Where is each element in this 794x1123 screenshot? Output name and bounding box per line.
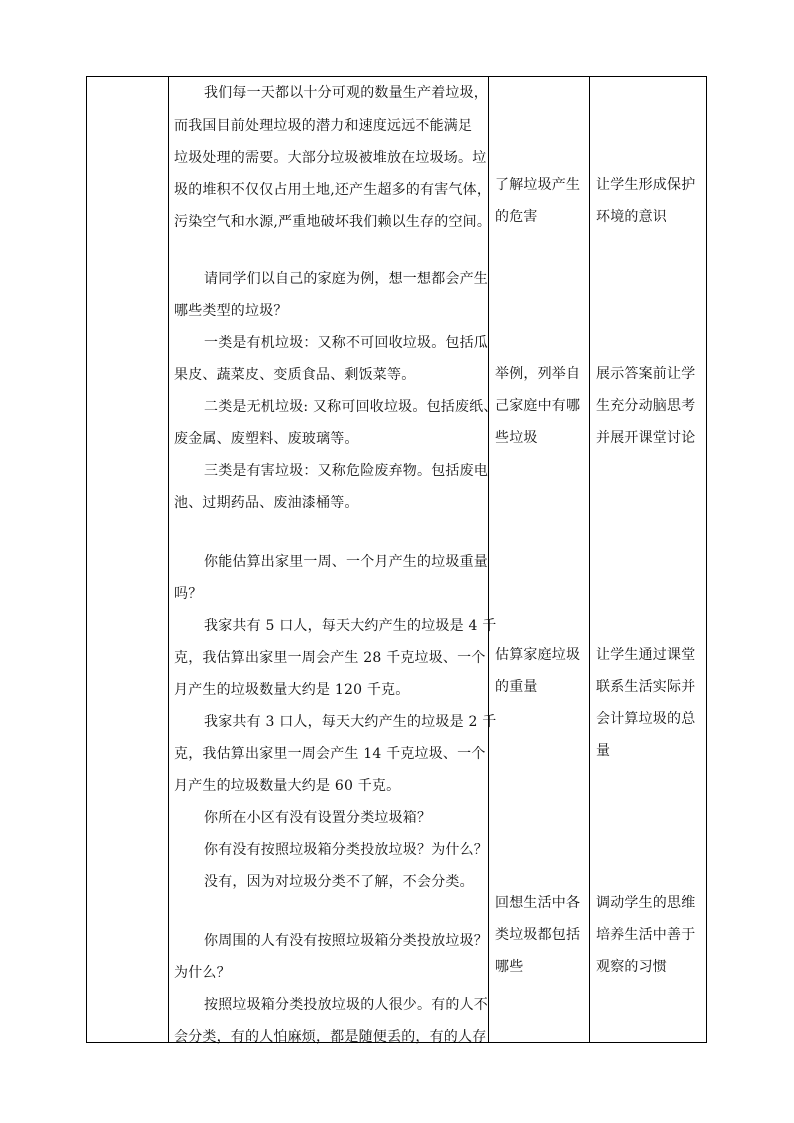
content-line: 你能估算出家里一周、一个月产生的垃圾重量 — [204, 554, 488, 570]
activity-line: 举例，列举自 — [495, 366, 581, 382]
content-line: 请同学们以自己的家庭为例，想一想都会产生 — [204, 271, 488, 287]
content-line: 你有没有按照垃圾箱分类投放垃圾？为什么？ — [204, 842, 488, 858]
activity-line: 己家庭中有哪 — [495, 398, 581, 414]
content-line: 你周围的人有没有按照垃圾箱分类投放垃圾？ — [204, 933, 488, 949]
content-line: 圾的堆积不仅仅占用土地,还产生超多的有害气体， — [174, 182, 492, 198]
content-line: 我们每一天都以十分可观的数量生产着垃圾， — [204, 85, 488, 101]
content-line: 克，我估算出家里一周会产生 14 千克垃圾、一个 — [174, 746, 486, 762]
activity-line: 回想生活中各 — [495, 895, 581, 911]
content-line: 池、过期药品、废油漆桶等。 — [174, 495, 359, 511]
content-line: 污染空气和水源,严重地破坏我们赖以生存的空间。 — [174, 214, 492, 230]
student-activity-column — [495, 76, 585, 1043]
content-line: 月产生的垃圾数量大约是 120 千克。 — [174, 682, 410, 698]
content-line: 我家共有 5 口人，每天大约产生的垃圾是 4 千 — [204, 618, 497, 634]
content-line: 为什么？ — [174, 965, 231, 981]
content-line: 没有，因为对垃圾分类不了解，不会分类。 — [204, 874, 474, 890]
table-column-divider — [168, 76, 169, 1043]
activity-line: 的危害 — [495, 209, 538, 225]
content-line: 吗？ — [174, 586, 203, 602]
content-line: 废金属、废塑料、废玻璃等。 — [174, 431, 359, 447]
content-line: 果皮、蔬菜皮、变质食品、剩饭菜等。 — [174, 367, 416, 383]
teaching-content-column — [174, 76, 498, 1045]
content-line: 会分类，有的人怕麻烦，都是随便丢的，有的人存 — [174, 1029, 487, 1045]
content-line: 三类是有害垃圾：又称危险废弃物。包括废电 — [204, 463, 488, 479]
content-line: 而我国目前处理垃圾的潜力和速度远远不能满足 — [174, 118, 473, 134]
activity-line: 类垃圾都包括 — [495, 927, 581, 943]
content-line: 月产生的垃圾数量大约是 60 千克。 — [174, 778, 401, 794]
intent-line: 调动学生的思维 — [596, 895, 696, 911]
intent-line: 量 — [596, 743, 611, 759]
design-intent-column — [596, 76, 704, 1043]
intent-line: 观察的习惯 — [596, 959, 667, 975]
intent-line: 环境的意识 — [596, 209, 667, 225]
content-line: 我家共有 3 口人，每天大约产生的垃圾是 2 千 — [204, 714, 497, 730]
activity-line: 些垃圾 — [495, 430, 538, 446]
intent-line: 生充分动脑思考 — [596, 398, 696, 414]
activity-line: 的重量 — [495, 679, 538, 695]
intent-line: 让学生通过课堂 — [596, 647, 696, 663]
content-line: 垃圾处理的需要。大部分垃圾被堆放在垃圾场。垃 — [174, 150, 487, 166]
content-line: 二类是无机垃圾: 又称可回收垃圾。包括废纸、 — [204, 399, 498, 415]
activity-line: 哪些 — [495, 959, 524, 975]
table-column-divider — [589, 76, 590, 1043]
content-line: 一类是有机垃圾：又称不可回收垃圾。包括瓜 — [204, 335, 488, 351]
content-line: 按照垃圾箱分类投放垃圾的人很少。有的人不 — [204, 997, 488, 1013]
content-line: 哪些类型的垃圾？ — [174, 303, 288, 319]
intent-line: 培养生活中善于 — [596, 927, 696, 943]
content-line: 你所在小区有没有设置分类垃圾箱？ — [204, 810, 432, 826]
activity-line: 了解垃圾产生 — [495, 177, 581, 193]
content-line: 克，我估算出家里一周会产生 28 千克垃圾、一个 — [174, 650, 486, 666]
intent-line: 联系生活实际并 — [596, 679, 696, 695]
intent-line: 并展开课堂讨论 — [596, 430, 696, 446]
intent-line: 展示答案前让学 — [596, 366, 696, 382]
intent-line: 会计算垃圾的总 — [596, 711, 696, 727]
intent-line: 让学生形成保护 — [596, 177, 696, 193]
activity-line: 估算家庭垃圾 — [495, 647, 581, 663]
